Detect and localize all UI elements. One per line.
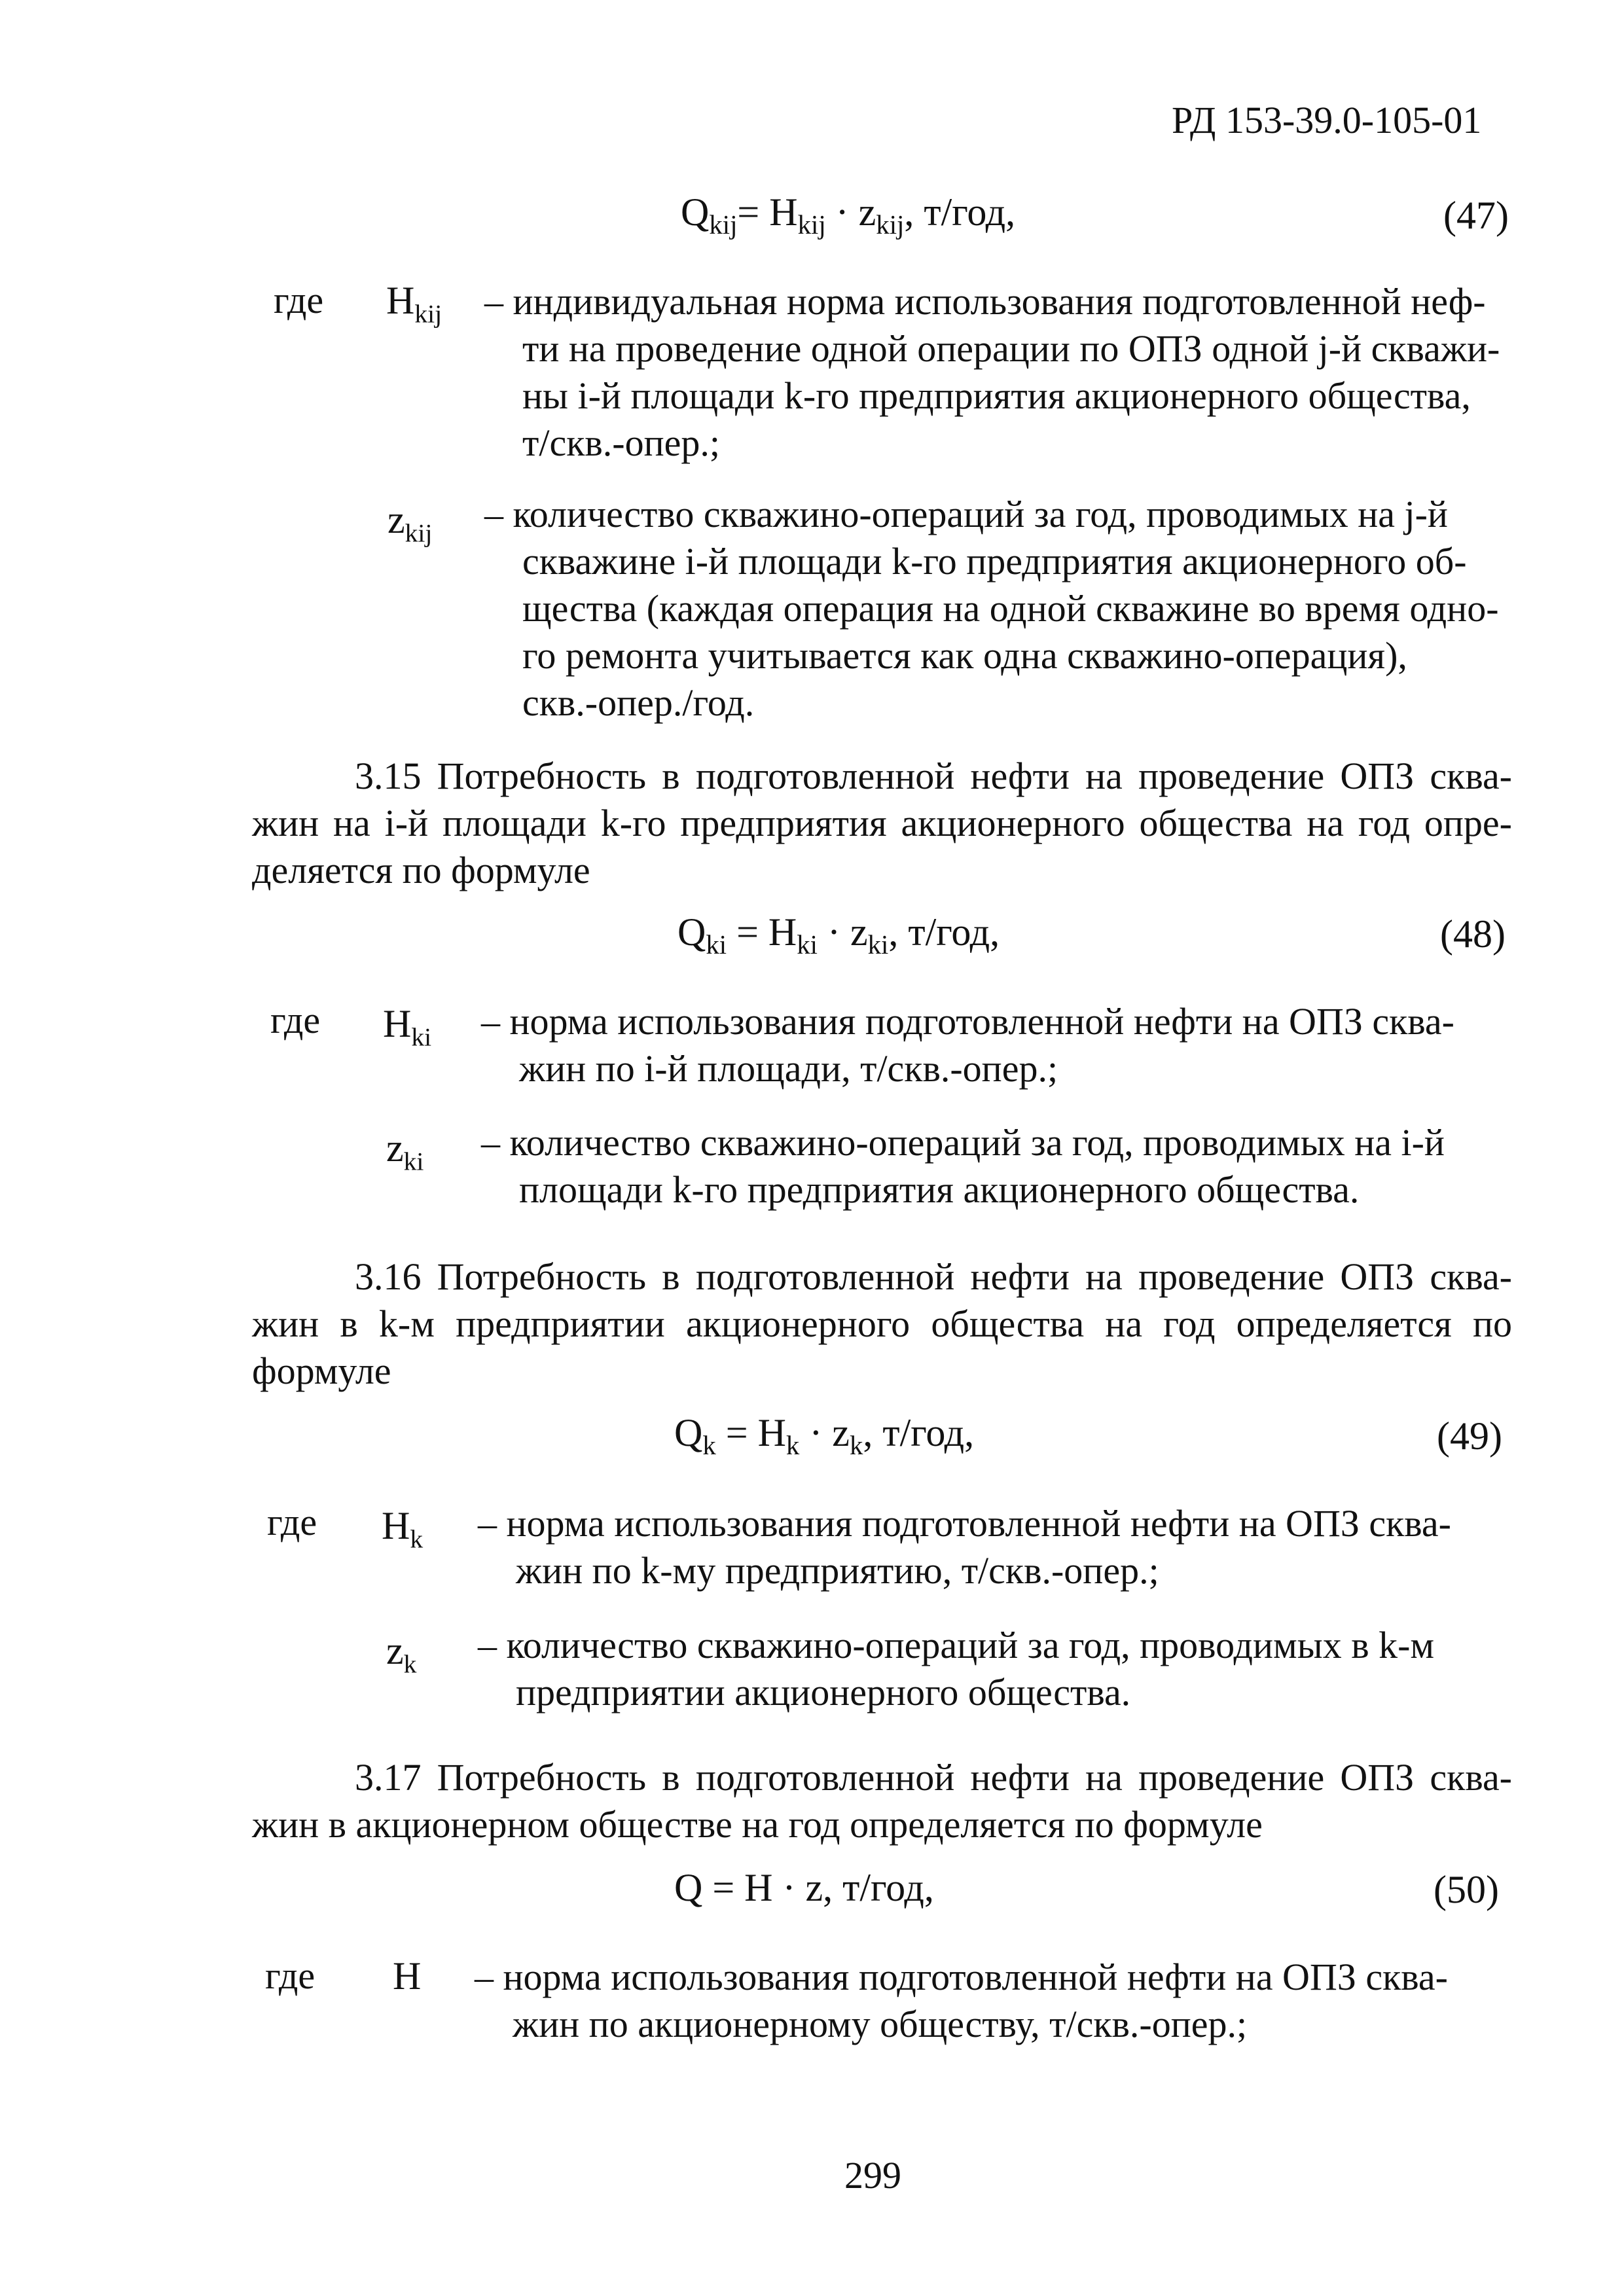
symbol-z-ki: $z_{ki}$ [386,1126,424,1176]
definition-z-kij: – количество скважино-операций за год, проводимых на j-й скважине i-й площади k-го предприятия акционерного об- щества (каждая операция на одной скважине во время одно- го ремонта учитывается как одна скважино-операция), скв.-опер./год. [484,493,1499,724]
document-header-code: РД 153-39.0-105-01 [1172,99,1482,141]
equation-number-48: (48) [1440,912,1506,956]
definition-z-ki: – количество скважино-операций за год, проводимых на i-й площади k-го предприятия акционерного общества. [481,1121,1445,1211]
symbol-z-k: $z_k$ [386,1629,417,1679]
formula-50: Q = H · z, т/год, [674,1866,934,1909]
definition-H-k: – норма использования подготовленной нефти на ОПЗ сква- жин по k-му предприятию, т/скв.-опер.; [478,1502,1451,1592]
equation-number-47: (47) [1443,194,1509,237]
page-number: 299 [844,2154,901,2197]
symbol-z-kij: $z_{kij}$ [388,498,433,548]
equation-number-49: (49) [1437,1414,1502,1458]
where-label: где [270,999,321,1041]
formula-48: $Q_{ki} = H_{ki} \cdot z_{ki}$, т/год, [677,910,1000,960]
paragraph-3-17: 3.17 Потребность в подготовленной нефти на проведение ОПЗ сква- жин в акционерном обществе на год определяется по формуле [252,1756,1512,1846]
where-label: где [267,1501,317,1543]
symbol-H-ki: $H_{ki}$ [383,1002,432,1052]
paragraph-3-15: 3.15 Потребность в подготовленной нефти на проведение ОПЗ сква- жин на i-й площади k-го предприятия акционерного общества на год опре- деляется по формуле [252,755,1512,891]
formula-47: $Q_{kij}= H_{kij} \cdot z_{kij}$, т/год, [681,190,1016,240]
paragraph-3-16: 3.16 Потребность в подготовленной нефти на проведение ОПЗ сква- жин в k-м предприятии акционерного общества на год определяется по формуле [252,1255,1512,1392]
definition-H-kij: – индивидуальная норма использования подготовленной неф- ти на проведение одной операции по ОПЗ одной j-й скважи- ны i-й площади k-го предприятия акционерного общества, т/скв.-опер.; [484,280,1500,464]
definition-H: – норма использования подготовленной нефти на ОПЗ сква- жин по акционерному обществу, т/скв.-опер.; [475,1956,1448,2045]
where-label: где [274,279,324,321]
symbol-H: H [393,1954,422,1998]
definition-z-k: – количество скважино-операций за год, проводимых в k-м предприятии акционерного общества. [478,1624,1435,1713]
where-label: где [265,1954,316,1997]
symbol-H-kij: $H_{kij}$ [386,279,442,329]
formula-49: $Q_k = H_k \cdot z_k$, т/год, [674,1411,975,1461]
equation-number-50: (50) [1434,1868,1499,1911]
symbol-H-k: $H_k$ [382,1504,424,1554]
definition-H-ki: – норма использования подготовленной нефти на ОПЗ сква- жин по i-й площади, т/скв.-опер.; [481,1000,1454,1090]
